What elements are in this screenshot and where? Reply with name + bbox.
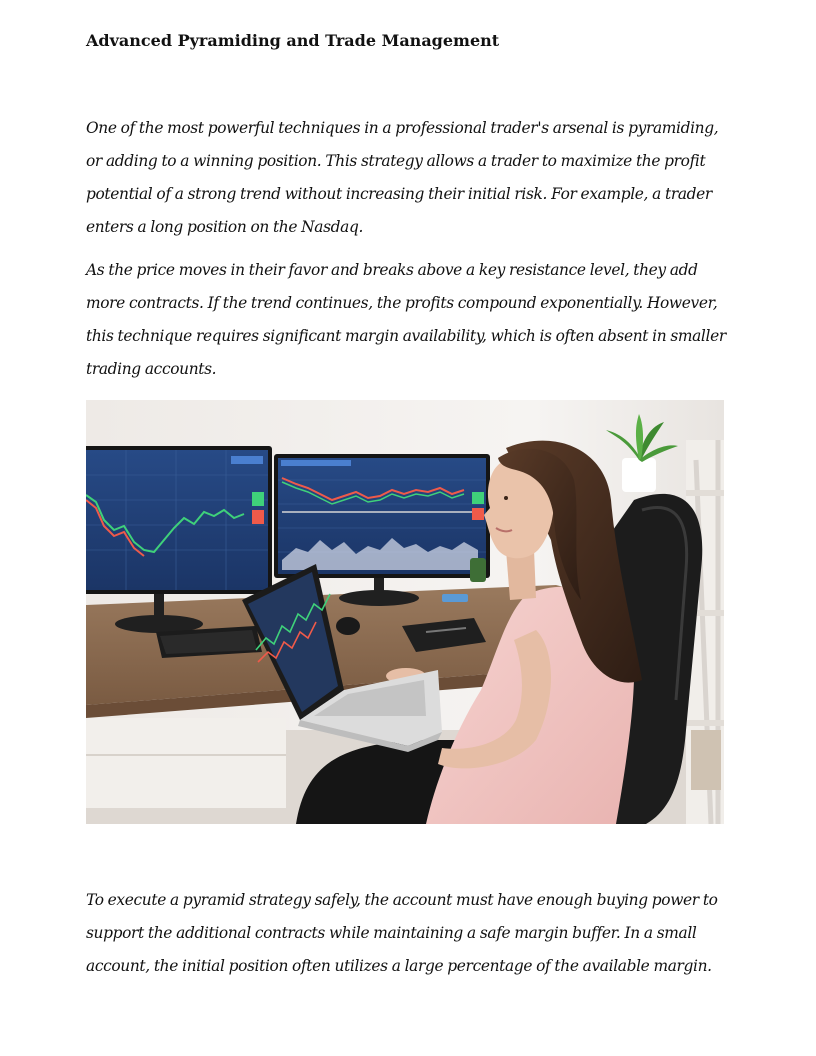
paragraph-intro: One of the most powerful techniques in a professional trader's arsenal is pyramiding, or adding to a winning position. This strategy allows a trader to maximize the profit potential of a strong trend without increasing their initial risk. For example, a trader enters a long position on the Nasdaq.: [86, 119, 719, 236]
paragraph-execution: To execute a pyramid strategy safely, the account must have enough buying power to support the additional contracts while maintaining a safe margin buffer. In a small account, the initial position often utilizes a large percentage of the available margin.: [86, 891, 718, 975]
paragraph-resistance: As the price moves in their favor and breaks above a key resistance level, they add more contracts. If the trend continues, the profits compound exponentially. However, this technique requires significant margin availability, which is often absent in smaller trading accounts.: [86, 261, 726, 378]
desk-mouse: [336, 617, 360, 635]
trader-photo: [86, 400, 724, 824]
trader-illustration: [86, 400, 724, 824]
document-title: Advanced Pyramiding and Trade Management: [86, 31, 500, 50]
